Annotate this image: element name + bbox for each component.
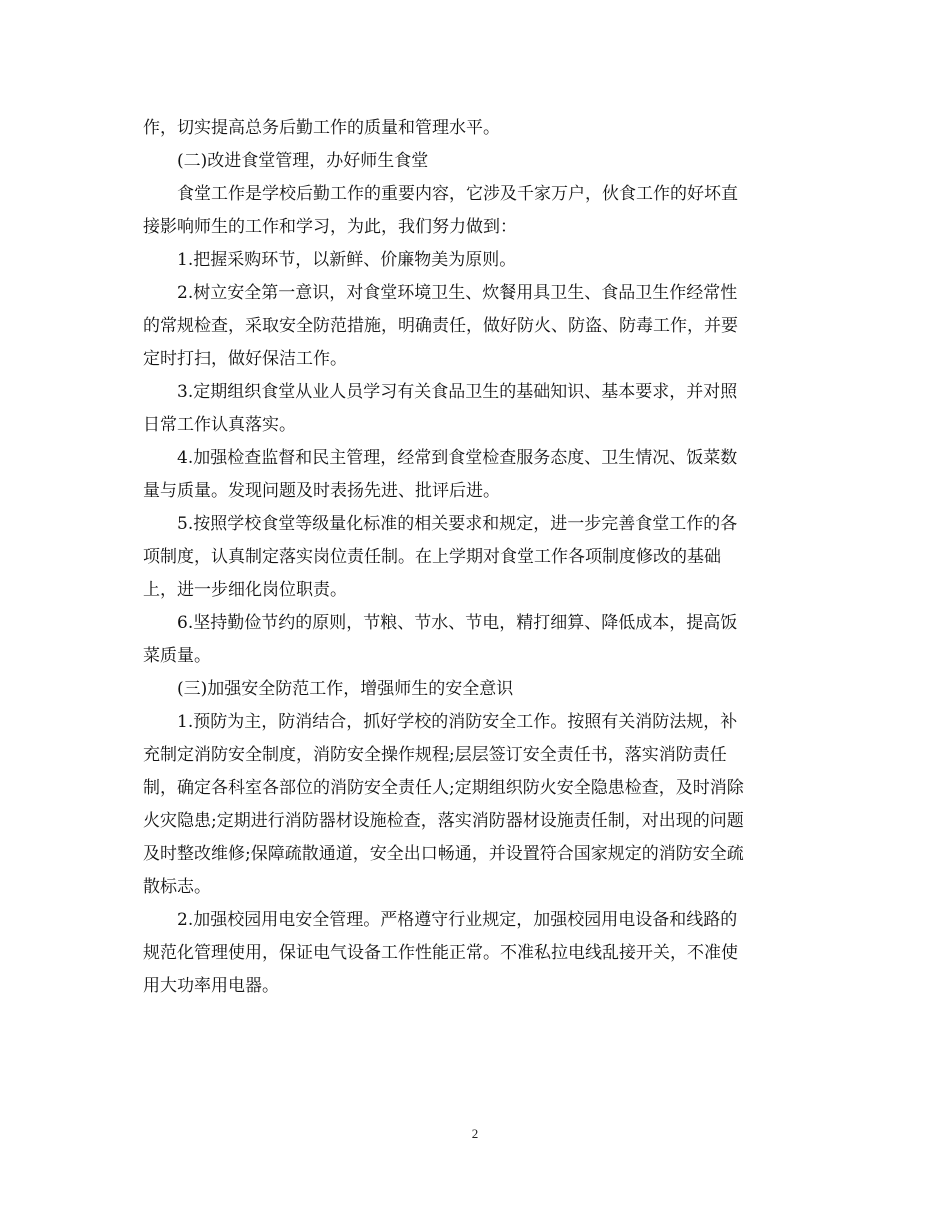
text-line: 3.定期组织食堂从业人员学习有关食品卫生的基础知识、基本要求，并对照: [177, 382, 738, 402]
text-line: 1.预防为主，防消结合，抓好学校的消防安全工作。按照有关消防法规，补: [177, 712, 738, 732]
text-line: 5.按照学校食堂等级量化标准的相关要求和规定，进一步完善食堂工作的各: [177, 514, 738, 534]
text-line: 量与质量。发现问题及时表扬先进、批评后进。: [143, 481, 500, 501]
safety-list-item-1: [143, 706, 807, 904]
text-line: 1.把握采购环节，以新鲜、价廉物美为原则。: [177, 250, 517, 270]
text-line: 菜质量。: [143, 646, 211, 666]
text-line: 2.加强校园用电安全管理。严格遵守行业规定，加强校园用电设备和线路的: [177, 910, 738, 930]
list-item-6: [143, 607, 807, 673]
text-line: 用大功率用电器。: [143, 976, 279, 996]
text-line: 规范化管理使用，保证电气设备工作性能正常。不准私拉电线乱接开关，不准使: [143, 943, 738, 963]
list-item-1: [143, 244, 807, 277]
paragraph-canteen-intro: [143, 178, 807, 244]
text-line: 的常规检查，采取安全防范措施，明确责任，做好防火、防盗、防毒工作，并要: [143, 316, 738, 336]
text-line: 4.加强检查监督和民主管理，经常到食堂检查服务态度、卫生情况、饭菜数: [177, 448, 738, 468]
text-line: 火灾隐患;定期进行消防器材设施检查，落实消防器材设施责任制，对出现的问题: [143, 811, 744, 831]
text-line: 上，进一步细化岗位职责。: [143, 580, 347, 600]
list-item-2: [143, 277, 807, 376]
text-line: 食堂工作是学校后勤工作的重要内容，它涉及千家万户，伙食工作的好坏直: [177, 184, 738, 204]
text-line: 作，切实提高总务后勤工作的质量和管理水平。: [143, 118, 500, 138]
list-item-5: [143, 508, 807, 607]
text-line: (三)加强安全防范工作，增强师生的安全意识: [177, 679, 514, 699]
text-line: 定时打扫，做好保洁工作。: [143, 349, 347, 369]
text-line: 散标志。: [143, 877, 211, 897]
list-item-4: [143, 442, 807, 508]
text-line: 项制度，认真制定落实岗位责任制。在上学期对食堂工作各项制度修改的基础: [143, 547, 721, 567]
text-line: (二)改进食堂管理，办好师生食堂: [177, 151, 429, 171]
text-line: 充制定消防安全制度，消防安全操作规程;层层签订安全责任书，落实消防责任: [143, 745, 727, 765]
text-line: 及时整改维修;保障疏散通道，安全出口畅通，并设置符合国家规定的消防安全疏: [143, 844, 744, 864]
section-heading-canteen: [143, 145, 807, 178]
list-item-3: [143, 376, 807, 442]
text-line: 日常工作认真落实。: [143, 415, 296, 435]
section-heading-safety: [143, 673, 807, 706]
text-line: 制，确定各科室各部位的消防安全责任人;定期组织防火安全隐患检查，及时消除: [143, 778, 744, 798]
text-line: 接影响师生的工作和学习，为此，我们努力做到：: [143, 217, 517, 237]
text-line: 2.树立安全第一意识，对食堂环境卫生、炊餐用具卫生、食品卫生作经常性: [177, 283, 738, 303]
text-line: 6.坚持勤俭节约的原则，节粮、节水、节电，精打细算、降低成本，提高饭: [177, 613, 738, 633]
paragraph-continuation: [143, 112, 807, 145]
page-number: 2: [471, 1126, 479, 1141]
document-body: [143, 112, 807, 1003]
safety-list-item-2: [143, 904, 807, 1003]
